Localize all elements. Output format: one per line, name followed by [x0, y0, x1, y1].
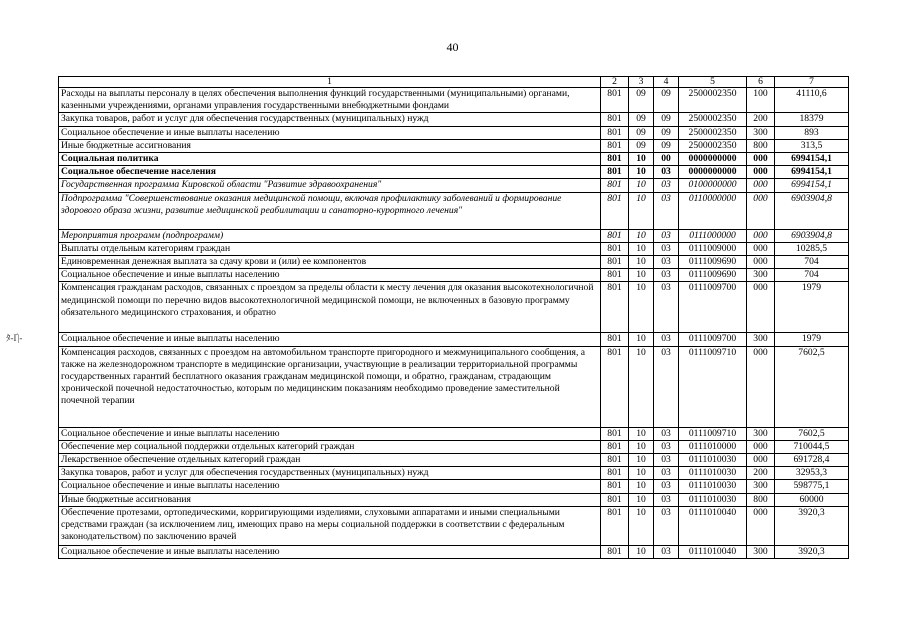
row-subsection-cell: 09 — [654, 126, 679, 139]
row-expense-type-cell: 000 — [747, 454, 775, 467]
row-name-cell: Компенсация гражданам расходов, связанных с проездом за пределы области к месту лечения для оказания высокотехнологичной медицинской помощи по перечню видов высокотехнологичной медицинской помощи, не включенных в базовую программу обязательного медицинского страхования, и обратно — [59, 282, 601, 333]
row-name-cell: Государственная программа Кировской области "Развитие здравоохранения" — [59, 179, 601, 192]
row-expense-type-cell: 000 — [747, 440, 775, 453]
row-amount-cell: 41110,6 — [775, 88, 849, 113]
row-amount-cell: 6994154,1 — [775, 179, 849, 192]
row-name-cell: Социальное обеспечение и иные выплаты населению — [59, 545, 601, 558]
row-section-cell: 10 — [629, 480, 654, 493]
row-subsection-cell: 03 — [654, 179, 679, 192]
header-cell: 3 — [629, 77, 654, 88]
row-expense-type-cell: 800 — [747, 139, 775, 152]
row-target-article-cell: 0111010030 — [679, 480, 747, 493]
row-subsection-cell: 00 — [654, 153, 679, 166]
row-glava-cell: 801 — [601, 427, 629, 440]
row-amount-cell: 704 — [775, 269, 849, 282]
row-amount-cell: 7602,5 — [775, 427, 849, 440]
table-row — [59, 467, 849, 480]
table-row — [59, 282, 849, 333]
row-section-cell: 10 — [629, 467, 654, 480]
row-expense-type-cell: 000 — [747, 506, 775, 545]
row-target-article-cell: 0111010040 — [679, 506, 747, 545]
row-amount-cell: 691728,4 — [775, 454, 849, 467]
row-subsection-cell: 03 — [654, 166, 679, 179]
row-section-cell: 09 — [629, 88, 654, 113]
row-subsection-cell: 03 — [654, 480, 679, 493]
table-row — [59, 126, 849, 139]
row-expense-type-cell: 300 — [747, 333, 775, 346]
row-expense-type-cell: 300 — [747, 545, 775, 558]
row-section-cell: 10 — [629, 153, 654, 166]
row-name-cell: Расходы на выплаты персоналу в целях обеспечения выполнения функций государственными (муниципальными) органами, казенными учреждениями, органами управления государственными внебюджетными фондами — [59, 88, 601, 113]
row-name-cell: Мероприятия программ (подпрограмм) — [59, 229, 601, 242]
row-target-article-cell: 0111009710 — [679, 427, 747, 440]
row-amount-cell: 1979 — [775, 282, 849, 333]
row-glava-cell: 801 — [601, 153, 629, 166]
row-name-cell: Иные бюджетные ассигнования — [59, 493, 601, 506]
row-glava-cell: 801 — [601, 506, 629, 545]
header-cell: 6 — [747, 77, 775, 88]
table-row — [59, 179, 849, 192]
header-cell: 4 — [654, 77, 679, 88]
header-cell: 2 — [601, 77, 629, 88]
row-subsection-cell: 09 — [654, 139, 679, 152]
row-name-cell: Закупка товаров, работ и услуг для обеспечения государственных (муниципальных) нужд — [59, 467, 601, 480]
table-row — [59, 256, 849, 269]
table-row — [59, 242, 849, 255]
row-subsection-cell: 03 — [654, 467, 679, 480]
row-amount-cell: 313,5 — [775, 139, 849, 152]
row-glava-cell: 801 — [601, 493, 629, 506]
row-target-article-cell: 0111009690 — [679, 256, 747, 269]
row-amount-cell: 6994154,1 — [775, 166, 849, 179]
row-subsection-cell: 03 — [654, 229, 679, 242]
row-glava-cell: 801 — [601, 467, 629, 480]
row-amount-cell: 18379 — [775, 113, 849, 126]
row-amount-cell: 710044,5 — [775, 440, 849, 453]
table-row — [59, 454, 849, 467]
row-name-cell: Обеспечение протезами, ортопедическими, корригирующими изделиями, слуховыми аппаратами и иными специальными средствами граждан (за исключением лиц, имеющих право на меры социальной поддержки в соответствии с федеральным законодательством) по заключению врачей — [59, 506, 601, 545]
row-target-article-cell: 2500002350 — [679, 139, 747, 152]
table-row — [59, 139, 849, 152]
row-expense-type-cell: 000 — [747, 153, 775, 166]
row-section-cell: 10 — [629, 427, 654, 440]
row-name-cell: Лекарственное обеспечение отдельных категорий граждан — [59, 454, 601, 467]
margin-scan-mark: ﾀ‑Ґ|‑ — [6, 333, 23, 343]
table-row — [59, 493, 849, 506]
row-section-cell: 10 — [629, 545, 654, 558]
row-glava-cell: 801 — [601, 242, 629, 255]
row-subsection-cell: 09 — [654, 113, 679, 126]
row-name-cell: Выплаты отдельным категориям граждан — [59, 242, 601, 255]
row-name-cell: Подпрограмма "Совершенствование оказания медицинской помощи, включая профилактику заболеваний и формирование здорового образа жизни, развитие медицинской реабилитации и санаторно-курортного лечения" — [59, 192, 601, 229]
table-row — [59, 166, 849, 179]
row-target-article-cell: 0000000000 — [679, 153, 747, 166]
row-glava-cell: 801 — [601, 440, 629, 453]
row-subsection-cell: 03 — [654, 440, 679, 453]
row-expense-type-cell: 300 — [747, 126, 775, 139]
table-row — [59, 113, 849, 126]
row-subsection-cell: 03 — [654, 346, 679, 427]
table-row — [59, 480, 849, 493]
row-subsection-cell: 03 — [654, 269, 679, 282]
row-name-cell: Единовременная денежная выплата за сдачу крови и (или) ее компонентов — [59, 256, 601, 269]
table-row — [59, 440, 849, 453]
row-target-article-cell: 2500002350 — [679, 126, 747, 139]
row-amount-cell: 893 — [775, 126, 849, 139]
row-expense-type-cell: 100 — [747, 88, 775, 113]
row-subsection-cell: 03 — [654, 454, 679, 467]
row-name-cell: Социальная политика — [59, 153, 601, 166]
row-subsection-cell: 03 — [654, 506, 679, 545]
row-name-cell: Закупка товаров, работ и услуг для обеспечения государственных (муниципальных) нужд — [59, 113, 601, 126]
row-target-article-cell: 0111010040 — [679, 545, 747, 558]
row-amount-cell: 7602,5 — [775, 346, 849, 427]
row-name-cell: Социальное обеспечение и иные выплаты населению — [59, 480, 601, 493]
row-section-cell: 10 — [629, 493, 654, 506]
budget-table — [58, 76, 849, 559]
row-expense-type-cell: 000 — [747, 166, 775, 179]
row-target-article-cell: 0111010030 — [679, 493, 747, 506]
table-row — [59, 506, 849, 545]
row-target-article-cell: 0111009710 — [679, 346, 747, 427]
row-glava-cell: 801 — [601, 113, 629, 126]
row-glava-cell: 801 — [601, 480, 629, 493]
row-glava-cell: 801 — [601, 88, 629, 113]
row-target-article-cell: 2500002350 — [679, 88, 747, 113]
row-amount-cell: 598775,1 — [775, 480, 849, 493]
table-row — [59, 427, 849, 440]
row-target-article-cell: 0110000000 — [679, 192, 747, 229]
row-section-cell: 09 — [629, 139, 654, 152]
row-section-cell: 10 — [629, 242, 654, 255]
row-glava-cell: 801 — [601, 346, 629, 427]
row-amount-cell: 60000 — [775, 493, 849, 506]
row-section-cell: 10 — [629, 269, 654, 282]
row-amount-cell: 3920,3 — [775, 506, 849, 545]
row-section-cell: 10 — [629, 229, 654, 242]
row-name-cell: Компенсация расходов, связанных с проездом на автомобильном транспорте пригородного и межмуниципального сообщения, а также на железнодорожном транспорте в медицинские организации, участвующие в реализации территориальной программы государственных гарантий бесплатного оказания гражданам медицинской помощи, и обратно, гражданам, страдающим хронической почечной недостаточностью, которым по медицинским показаниям необходимо проведение заместительной почечной терапии — [59, 346, 601, 427]
row-name-cell: Социальное обеспечение и иные выплаты населению — [59, 269, 601, 282]
row-subsection-cell: 03 — [654, 333, 679, 346]
row-subsection-cell: 03 — [654, 545, 679, 558]
row-section-cell: 09 — [629, 126, 654, 139]
row-expense-type-cell: 800 — [747, 493, 775, 506]
row-section-cell: 10 — [629, 506, 654, 545]
row-section-cell: 10 — [629, 166, 654, 179]
row-name-cell: Обеспечение мер социальной поддержки отдельных категорий граждан — [59, 440, 601, 453]
header-cell: 1 — [59, 77, 601, 88]
row-glava-cell: 801 — [601, 269, 629, 282]
row-subsection-cell: 03 — [654, 256, 679, 269]
row-target-article-cell: 0111009700 — [679, 333, 747, 346]
row-name-cell: Социальное обеспечение и иные выплаты населению — [59, 333, 601, 346]
row-subsection-cell: 03 — [654, 282, 679, 333]
row-expense-type-cell: 300 — [747, 480, 775, 493]
row-section-cell: 10 — [629, 440, 654, 453]
row-target-article-cell: 0100000000 — [679, 179, 747, 192]
row-section-cell: 10 — [629, 179, 654, 192]
row-amount-cell: 10285,5 — [775, 242, 849, 255]
row-section-cell: 10 — [629, 454, 654, 467]
row-section-cell: 10 — [629, 346, 654, 427]
row-section-cell: 09 — [629, 113, 654, 126]
row-name-cell: Социальное обеспечение населения — [59, 166, 601, 179]
row-amount-cell: 32953,3 — [775, 467, 849, 480]
row-target-article-cell: 0111009700 — [679, 282, 747, 333]
row-section-cell: 10 — [629, 333, 654, 346]
row-target-article-cell: 0111010000 — [679, 440, 747, 453]
table-row — [59, 153, 849, 166]
table-row — [59, 346, 849, 427]
row-expense-type-cell: 300 — [747, 269, 775, 282]
row-amount-cell: 6994154,1 — [775, 153, 849, 166]
row-expense-type-cell: 200 — [747, 113, 775, 126]
row-section-cell: 10 — [629, 192, 654, 229]
row-expense-type-cell: 000 — [747, 242, 775, 255]
row-target-article-cell: 0111010030 — [679, 467, 747, 480]
row-glava-cell: 801 — [601, 192, 629, 229]
table-row — [59, 545, 849, 558]
row-glava-cell: 801 — [601, 333, 629, 346]
row-target-article-cell: 0111009690 — [679, 269, 747, 282]
row-target-article-cell: 0000000000 — [679, 166, 747, 179]
row-amount-cell: 6903904,8 — [775, 229, 849, 242]
row-section-cell: 10 — [629, 256, 654, 269]
row-expense-type-cell: 000 — [747, 192, 775, 229]
row-glava-cell: 801 — [601, 229, 629, 242]
row-section-cell: 10 — [629, 282, 654, 333]
row-glava-cell: 801 — [601, 126, 629, 139]
row-subsection-cell: 03 — [654, 427, 679, 440]
row-expense-type-cell: 000 — [747, 282, 775, 333]
row-amount-cell: 3920,3 — [775, 545, 849, 558]
row-expense-type-cell: 000 — [747, 346, 775, 427]
table-row — [59, 333, 849, 346]
table-row — [59, 192, 849, 229]
row-glava-cell: 801 — [601, 179, 629, 192]
row-glava-cell: 801 — [601, 166, 629, 179]
table-row — [59, 269, 849, 282]
row-target-article-cell: 0111009000 — [679, 242, 747, 255]
row-subsection-cell: 03 — [654, 192, 679, 229]
row-glava-cell: 801 — [601, 545, 629, 558]
row-amount-cell: 1979 — [775, 333, 849, 346]
table-row — [59, 229, 849, 242]
row-subsection-cell: 03 — [654, 493, 679, 506]
row-glava-cell: 801 — [601, 139, 629, 152]
row-amount-cell: 6903904,8 — [775, 192, 849, 229]
row-subsection-cell: 09 — [654, 88, 679, 113]
row-expense-type-cell: 200 — [747, 467, 775, 480]
row-subsection-cell: 03 — [654, 242, 679, 255]
row-name-cell: Социальное обеспечение и иные выплаты населению — [59, 427, 601, 440]
row-amount-cell: 704 — [775, 256, 849, 269]
row-target-article-cell: 2500002350 — [679, 113, 747, 126]
row-name-cell: Социальное обеспечение и иные выплаты населению — [59, 126, 601, 139]
row-expense-type-cell: 000 — [747, 256, 775, 269]
table-row — [59, 88, 849, 113]
row-expense-type-cell: 300 — [747, 427, 775, 440]
header-cell: 7 — [775, 77, 849, 88]
row-glava-cell: 801 — [601, 282, 629, 333]
row-expense-type-cell: 000 — [747, 229, 775, 242]
row-expense-type-cell: 000 — [747, 179, 775, 192]
row-glava-cell: 801 — [601, 454, 629, 467]
row-name-cell: Иные бюджетные ассигнования — [59, 139, 601, 152]
header-cell: 5 — [679, 77, 747, 88]
page-number: 40 — [446, 40, 459, 54]
header-row — [59, 77, 849, 88]
row-target-article-cell: 0111000000 — [679, 229, 747, 242]
row-target-article-cell: 0111010030 — [679, 454, 747, 467]
row-glava-cell: 801 — [601, 256, 629, 269]
